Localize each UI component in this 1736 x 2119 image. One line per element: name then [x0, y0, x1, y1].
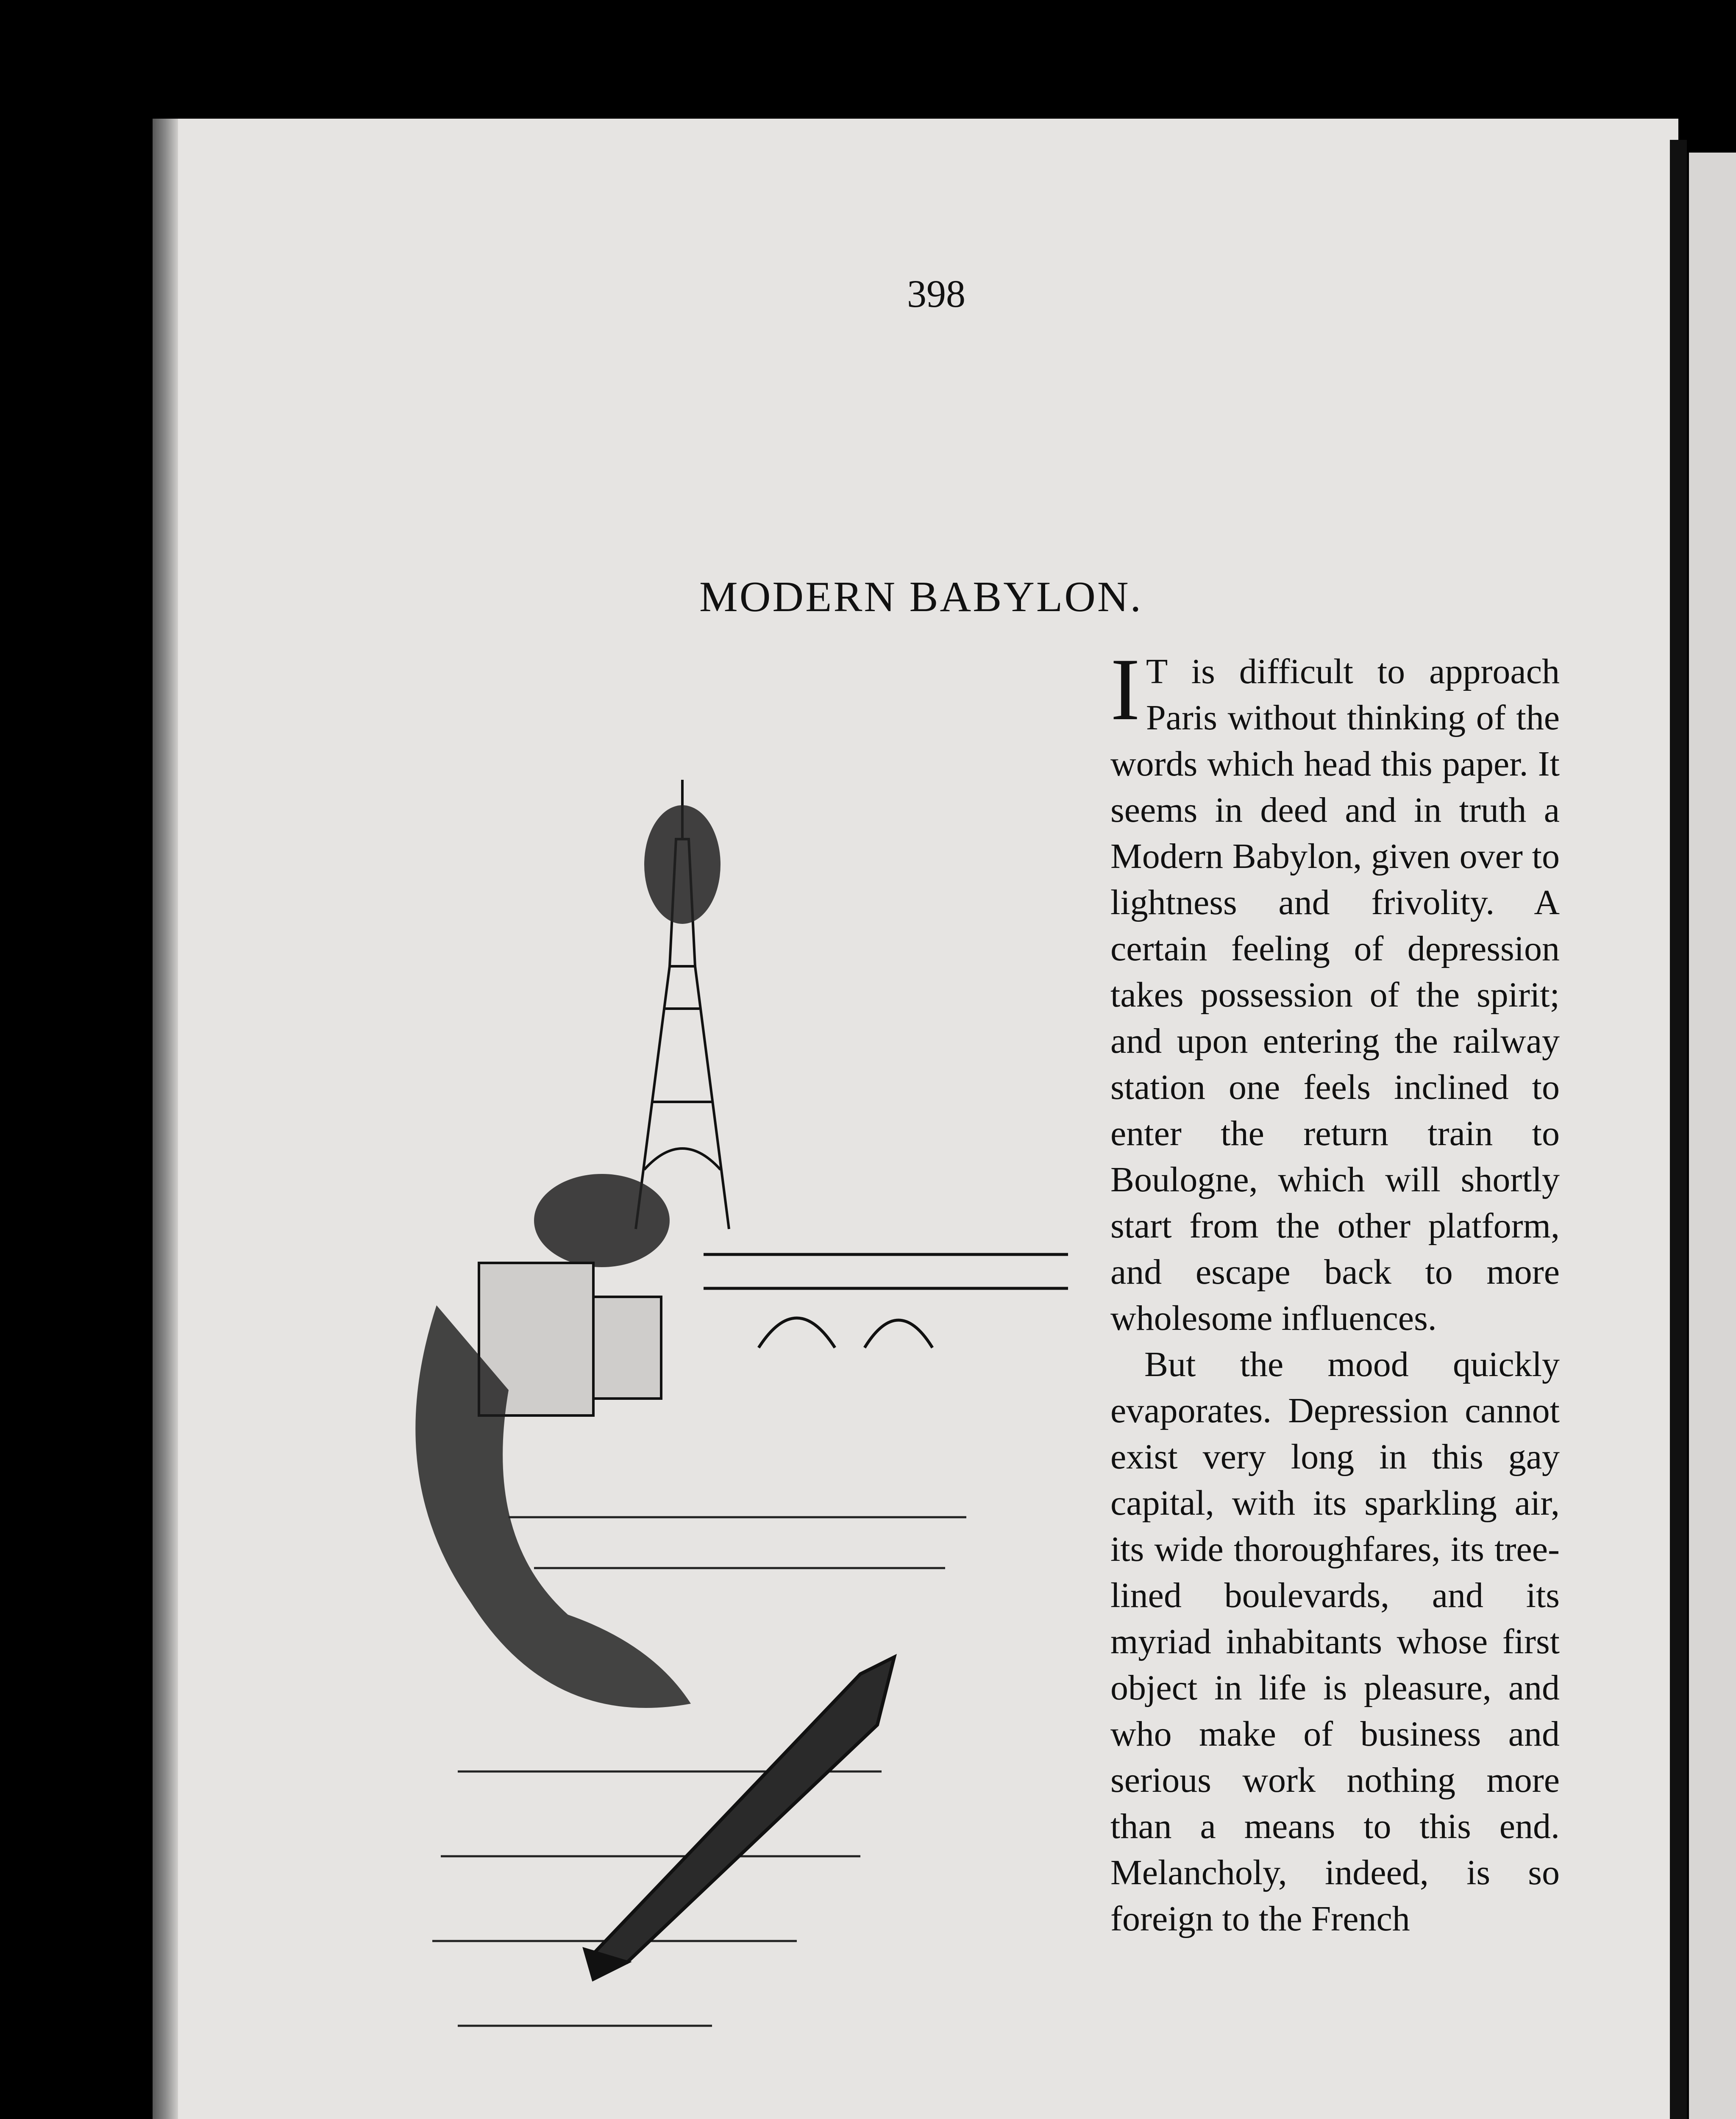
article-title: MODERN BABYLON. [699, 573, 1143, 621]
drop-cap: I [1110, 640, 1140, 739]
page-binding-edge [153, 119, 178, 2119]
paragraph: But the mood quickly evaporates. Depression cannot exist very long in this gay capital, with its sparkling air, its wide thoroughfares, its tree-lined boulevards, and its myriad inhabitants whose first object in life is pleasure, and who make of business and serious work nothing more than a means to this end. Melancholy, indeed, is so foreign to the French [1110, 1345, 1560, 1938]
page-gutter [1670, 140, 1687, 2119]
paragraph-text: T is difficult to approach Paris without thinking of the words which head this paper. It seems in deed and in truth a Modern Babylon, given over to lightness and frivolity. A certain feeling of depression takes possession of the spirit; and upon entering the railway station one feels inclined to enter the return train to Boulogne, which will shortly start from the other platform, and escape back to more wholesome influences. [1110, 652, 1560, 1338]
seine-illustration [331, 670, 1093, 2119]
opening-paragraph [1110, 640, 1560, 1341]
right-column-text [1110, 640, 1560, 1942]
page-number: 398 [907, 272, 965, 315]
adjacent-page-edge [1689, 153, 1736, 2119]
